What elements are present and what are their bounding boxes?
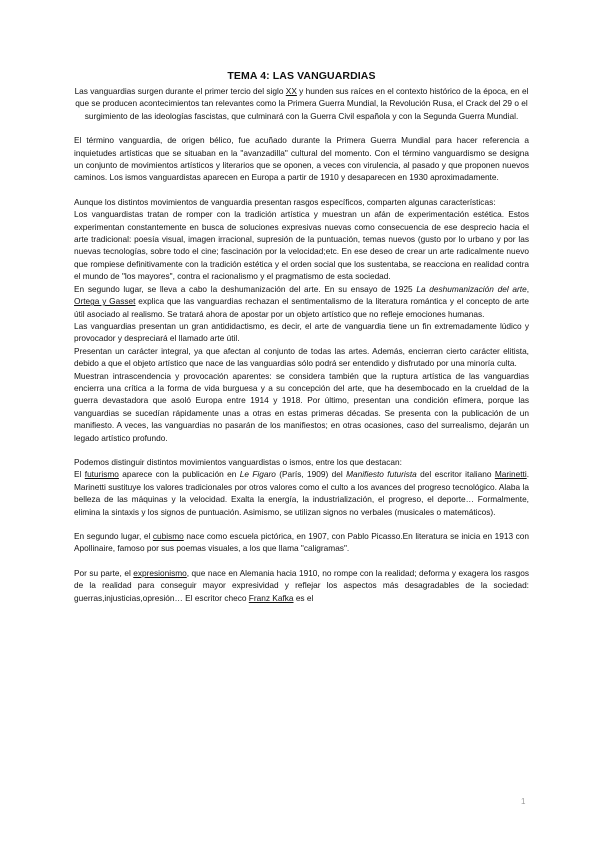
feature2-text-b: , [526, 283, 529, 294]
definition-paragraph: El término vanguardia, de origen bélico, fue acuñado durante la Primera Guerra Mundial para hacer referencia a inquietudes artísticas que se situaban en la "avanzadilla" cultural del momento. Con el término vanguardismo se designa un conjunto de movimientos artísticos y literarios que se oponen, a veces con virulencia, al pasado y que proponen nuevos caminos. Los ismos vanguardistas aparecen en Europa a partir de 1910 y desaparecen en 1930 aproximadamente. [74, 135, 529, 183]
feature-paragraph-3: Las vanguardias presentan un gran antididactismo, es decir, el arte de vanguardia tiene un fin extremadamente lúdico y provocador y despreciará el llamado arte útil. [74, 320, 529, 344]
newspaper-title: Le Figaro [239, 469, 276, 480]
futurismo-paragraph [74, 468, 529, 518]
manifesto-title: Manifiesto futurista [346, 469, 417, 480]
futurismo-text-c: (París, 1909) del [275, 469, 347, 480]
cubismo-text-b: nace como escuela pictórica, en 1907, con Pablo Picasso.En literatura se inicia en 1913 con Apollinaire, famoso por sus poemas visuales, a los que llama "caligramas". [74, 531, 529, 554]
kafka-link: Franz Kafka [248, 592, 294, 603]
movements-intro: Podemos distinguir distintos movimientos vanguardistas o ismos, entre los que destacan: [74, 456, 402, 467]
expresionismo-term: expresionismo [133, 567, 187, 578]
futurismo-text-e: . Marinetti sustituye los valores tradicionales por otros valores como el culto a los avances del progreso tecnológico. Alaba la belleza de las máquinas y la velocidad. Exalta la energía, la industrialización, el progreso, el deporte… Formalmente, elimina la sintaxis y los signos de puntuación. Asimismo, se utilizan signos no verbales (musicales o matemáticos). [74, 469, 529, 517]
cubismo-text-a: En segundo lugar, el [74, 531, 153, 541]
intro-text-b: y hunden sus raíces en el contexto histórico de la época, en el que se producen acontecimientos tan relevantes como la Primera Guerra Mundial, la Revolución Rusa, el Crack del 29 o el surgimiento de las ideologías fascistas, que culminará con la Guerra Civil española y con la Segunda Guerra Mundial. [75, 86, 529, 121]
cubismo-term: cubismo [152, 531, 184, 541]
author-link: Ortega y Gasset [74, 296, 136, 307]
feature2-text-c: explica que las vanguardias rechazan el sentimentalismo de la literatura romántica y el concepto de arte útil asociado al realismo. Se tratará ahora de apostar por un objeto artístico que no refleje emociones humanas. [74, 296, 529, 319]
cubismo-paragraph [74, 530, 529, 555]
feature2-text-a: En segundo lugar, se lleva a cabo la deshumanización del arte. En su ensayo de 1925 [74, 283, 417, 294]
page-number: 1 [521, 797, 526, 806]
intro-century: XX [285, 86, 297, 96]
feature-paragraph-5: Muestran intrascendencia y provocación aparentes: se considera también que la ruptura artística de las vanguardias encierra una crítica a la forma de vida burguesa y a su concepción del arte, que ha desembocado en la crueldad de la guerra devastadora que asoló Europa entre 1914 y 1918. Por último, presentan una condición efímera, porque las vanguardias se sucedían rápidamente unas a otras en estas primeras décadas. Se presenta con la publicación de un manifiesto. A veces, las vanguardias no pasarán de los manifiestos; en otras ocasiones, caso del surrealismo, dejarán un legado artístico profundo. [74, 370, 529, 443]
page-title: TEMA 4: LAS VANGUARDIAS [227, 70, 376, 82]
futurismo-text-b: aparece con la publicación en [118, 469, 240, 480]
expresionismo-paragraph [74, 567, 529, 604]
futurismo-term: futurismo [84, 469, 119, 480]
features-intro: Aunque los distintos movimientos de vanguardia presentan rasgos específicos, comparten algunas características: [74, 196, 496, 207]
feature-paragraph-2 [74, 283, 529, 320]
intro-paragraph [74, 85, 529, 122]
feature-paragraph-4: Presentan un carácter integral, ya que afectan al conjunto de todas las artes. Además, encierran cierto carácter elitista, debido a que el objeto artístico que nace de las vanguardias sólo podrá ser entendido y disfrutado por una minoría culta. [74, 345, 529, 369]
futurismo-text-a: El [74, 469, 85, 480]
intro-text-a: Las vanguardias surgen durante el primer tercio del siglo [74, 86, 286, 96]
document-page [74, 70, 529, 604]
expresionismo-text-b: , que nace en Alemania hacia 1910, no rompe con la realidad; deforma y exagera los rasgos de la realidad para conseguir mayor expresividad y reflejar los aspectos más desagradables de la sociedad: guerras,injusticias,opresión… El escritor checo [74, 567, 529, 603]
marinetti-link: Marinetti [494, 469, 527, 480]
expresionismo-text-c: es el [293, 592, 314, 603]
futurismo-text-d: del escritor italiano [416, 469, 495, 480]
book-title: La deshumanización del arte [416, 283, 527, 294]
expresionismo-text-a: Por su parte, el [74, 567, 134, 578]
feature-paragraph-1: Los vanguardistas tratan de romper con la tradición artística y muestran un afán de experimentación estética. Estos experimentan constantemente en busca de soluciones expresivas nuevas como consecuencia de ese desprecio hacia el arte tradicional: poesía visual, imagen irracional, supresión de la puntuación, temas nuevos (gusto por lo urbano y por las nuevas tecnologías, sobre todo el cine; fascinación por la velocidad;etc. En ese deseo de crear un arte radicalmente nuevo que rompiese definitivamente con la tradición estética y el orden social que los sustentaba, se reacciona en realidad contra el mundo de "los mayores", contra el racionalismo y el pragmatismo de esta sociedad. [74, 209, 529, 282]
